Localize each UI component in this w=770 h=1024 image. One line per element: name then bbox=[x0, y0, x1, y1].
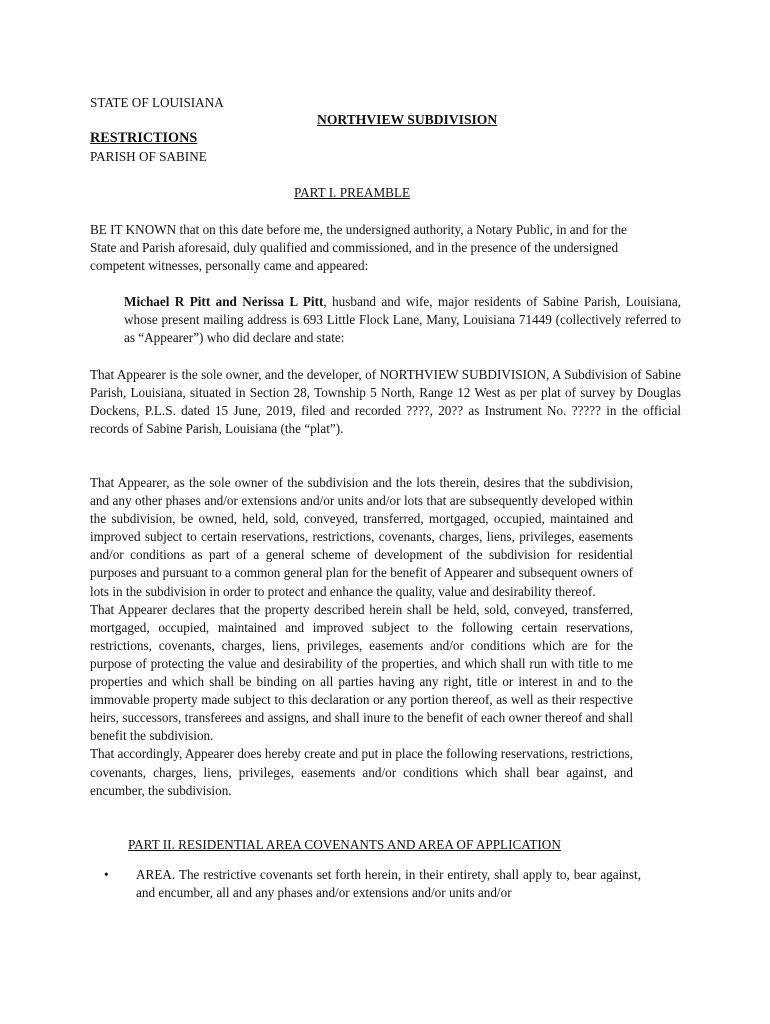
bullet-marker: • bbox=[104, 867, 109, 882]
intro-paragraph: BE IT KNOWN that on this date before me, the undersigned authority, a Notary Public, in and for the State and Parish aforesaid, duly qualified and commissioned, and in the presence of the undersigned competent witnesses, personally came and appeared: bbox=[90, 222, 627, 274]
declare-paragraph: That Appearer declares that the property described herein shall be held, sold, conveyed, transferred, mortgaged, occupied, maintained and improved subject to the following certain reservations, restrictions, covenants, charges, liens, privileges, easements and/or conditions which are for the purpose of protecting the value and desirability of the properties, and which shall run with title to me properties and which shall be binding on all parties having any right, title or interest in and to the immovable property made subject to this declaration or any portion thereof, as well as their respective heirs, successors, transferees and assigns, and shall inure to the benefit of each owner thereof and shall benefit the subdivision. bbox=[90, 601, 633, 744]
restrictions-title: RESTRICTIONS bbox=[90, 130, 198, 146]
part-two-heading: PART II. RESIDENTIAL AREA COVENANTS AND AREA OF APPLICATION bbox=[128, 837, 561, 852]
appearer-details: , husband and wife, major residents of Sabine Parish, Louisiana, whose present mailing address is 693 Little Flock Lane, Many, Louisiana 71449 (collectively referred to as “Appearer”) who did declare and state: bbox=[124, 294, 681, 346]
appearer-paragraph bbox=[124, 293, 681, 347]
subdivision-title: NORTHVIEW SUBDIVISION bbox=[317, 112, 498, 127]
desire-paragraph: That Appearer, as the sole owner of the subdivision and the lots therein, desires that the subdivision, and any other phases and/or extensions and/or units and/or lots that are subsequently developed within the subdivision, be owned, held, sold, conveyed, transferred, mortgaged, occupied, maintained and improved subject to certain reservations, restrictions, covenants, charges, liens, privileges, easements and/or conditions as part of a general scheme of development of the subdivision for residential purposes and pursuant to a common general plan for the benefit of Appearer and subsequent owners of lots in the subdivision in order to protect and enhance the quality, value and desirability thereof. bbox=[90, 475, 633, 599]
parish-line: PARISH OF SABINE bbox=[90, 149, 207, 164]
appearer-names: Michael R Pitt and Nerissa L Pitt bbox=[124, 294, 324, 309]
area-item: AREA. The restrictive covenants set forth herein, in their entirety, shall apply to, bear against, and encumber, all and any phases and/or extensions and/or units and/or bbox=[136, 867, 641, 901]
state-line: STATE OF LOUISIANA bbox=[90, 95, 224, 110]
part-one-heading: PART I. PREAMBLE bbox=[294, 185, 411, 200]
owner-paragraph: That Appearer is the sole owner, and the developer, of NORTHVIEW SUBDIVISION, A Subdivision of Sabine Parish, Louisiana, situated in Section 28, Township 5 North, Range 12 West as per plat of survey by Douglas Dockens, P.L.S. dated 15 June, 2019, filed and recorded ????, 20?? as Instrument No. ????? in the official records of Sabine Parish, Louisiana (the “plat”). bbox=[90, 367, 681, 437]
accordingly-paragraph: That accordingly, Appearer does hereby create and put in place the following reservations, restrictions, covenants, charges, liens, privileges, easements and/or conditions which shall bear against, and encumber, the subdivision. bbox=[90, 746, 633, 798]
body-paragraphs bbox=[90, 474, 633, 800]
